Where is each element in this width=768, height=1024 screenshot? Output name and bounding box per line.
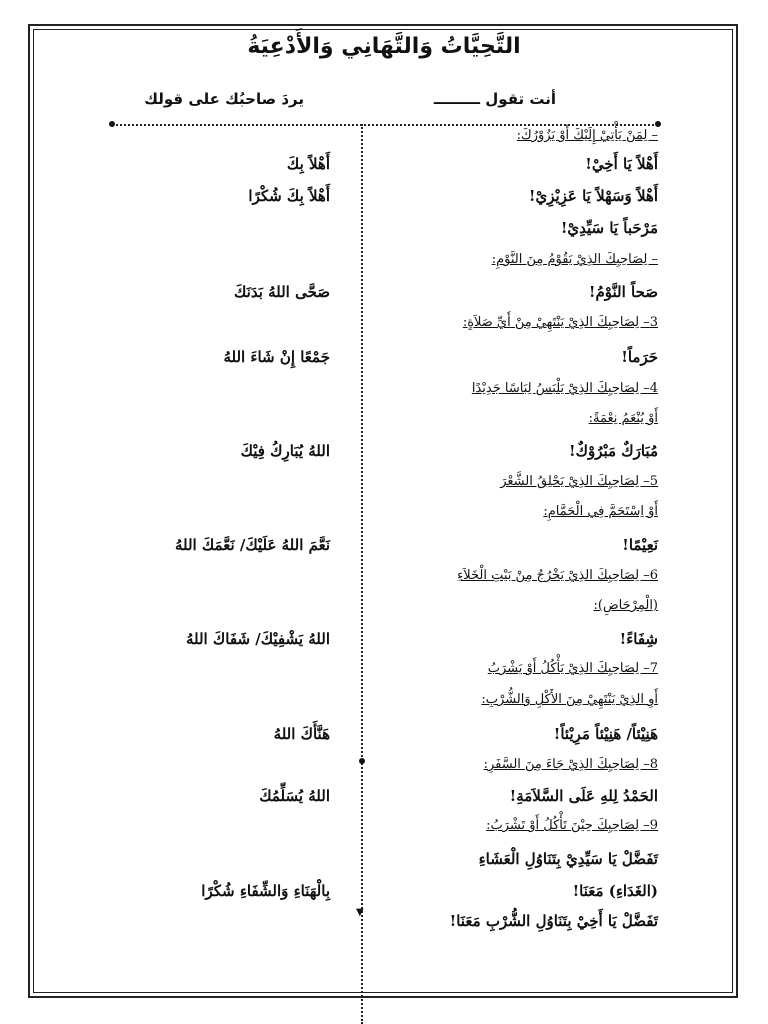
column-divider-dot (359, 758, 365, 764)
situation-text: – لِصَاحِبِكَ الذِيْ يَقُوْمُ مِنَ النَّوْمِ: (491, 252, 658, 267)
greeting-text: مَرْحَباً يَا سَيِّدِيْ! (560, 219, 658, 237)
greeting-text: (الغَدَاءِ) مَعَنَا! (572, 882, 658, 900)
column-divider (361, 124, 363, 1024)
arrow-down-icon: ▼ (356, 907, 364, 918)
situation-text: 4– لِصَاحِبِكَ الذِيْ يَلْبَسُ لِبَاسًا جَدِيْدًا (471, 381, 658, 396)
reply-text: بِالْهَنَاءِ وَالشِّفَاءِ شُكْرًا (201, 882, 330, 900)
reply-text: اللهُ يَشْفِيْكَ/ شَفَاكَ اللهُ (185, 630, 330, 648)
greeting-text: نَعِيْمًا! (622, 536, 658, 554)
greeting-text: تَفَضَّلْ يَا أَخِيْ بِتَنَاوُلِ الشُّرْبِ مَعَنَا! (449, 912, 658, 930)
page-title: التَّحِيَّاتُ وَالتَّهَانِي وَالأَدْعِيَةُ (247, 34, 521, 59)
greeting-text: أَهْلاً يَا أَخِيْ! (585, 155, 658, 173)
greeting-text: تَفَضَّلْ يَا سَيِّدِيْ بِتَنَاوُلِ الْعَشَاءِ (478, 850, 658, 868)
situation-text: أَوْ اِسْتَحَمَّ فِي الْحَمَّامِ: (543, 504, 658, 519)
situation-text: 6– لِصَاحِبِكَ الذِيْ يَخْرُجُ مِنْ بَيْتِ الْخَلاَءِ (457, 568, 658, 583)
column-header-you-say: أنت تقول ـــــــــ (433, 90, 556, 108)
reply-text: أَهْلاً بِكَ شُكْرًا (248, 187, 330, 205)
situation-text: (الْمِرْحَاضِ): (593, 598, 658, 613)
reply-text: أَهْلاً بِكَ (286, 155, 330, 173)
greeting-text: صَحاً النَّوْمُ! (588, 283, 658, 301)
greeting-text: شِفَاءً! (619, 630, 658, 648)
situation-text: أَوِ الذِيْ يَنْتَهِيْ مِنَ الأَكْلِ وَالشُّرْبِ: (481, 692, 658, 707)
divider-endpoint-dot (109, 121, 115, 127)
column-header-friend-replies: يردَ صاحبُك على قولك (144, 90, 304, 108)
reply-text: هَنَّأَكَ اللهُ (273, 725, 330, 743)
divider-endpoint-dot (655, 121, 661, 127)
reply-text: صَحَّى اللهُ بَدَنَكَ (234, 283, 330, 301)
reply-text: نَعَّمَ اللهُ عَلَيْكَ/ نَعَّمَكَ اللهُ (174, 536, 330, 554)
greeting-text: هَنِيْئاً/ هَنِيْئاً مَرِيْئاً! (553, 725, 658, 743)
situation-text: 8– لِصَاحِبِكَ الذِيْ جَاءَ مِنَ السَّفَرِ: (483, 757, 658, 772)
situation-text: أَوْ يُنْعَمُ نِعْمَةً: (588, 411, 658, 426)
situation-text: 5– لِصَاحِبِكَ الذِيْ يَحْلِقُ الشَّعْرَ (500, 474, 658, 489)
greeting-text: أَهْلاً وَسَهْلاً يَا عَزِيْزِيْ! (528, 187, 658, 205)
reply-text: اللهُ يُسَلِّمُكَ (259, 787, 330, 805)
reply-text: اللهُ يُبَارِكُ فِيْكَ (240, 442, 330, 460)
situation-text: 9– لِصَاحِبِكَ حِيْنَ تَأْكُلُ أَوْ تَشْرَبُ: (486, 818, 658, 833)
reply-text: جَمْعًا إِنْ شَاءَ اللهُ (223, 348, 330, 366)
greeting-text: حَرَماً! (621, 348, 658, 366)
situation-text: 3– لِصَاحِبِكَ الذِيْ يَنْتَهِيْ مِنْ أَيِّ صَلاَةٍ: (462, 315, 658, 330)
situation-text: – لِمَنْ يَأْتِيْ إِلَيْكَ أَوْ يَزُوْرُكَ: (516, 128, 658, 143)
header-divider (112, 124, 658, 126)
situation-text: 7– لِصَاحِبِكَ الذِيْ يَأْكُلُ أَوْ يَشْرَبُ (487, 661, 658, 676)
greeting-text: الحَمْدُ لِلهِ عَلَى السَّلاَمَةِ! (509, 787, 658, 805)
greeting-text: مُبَارَكٌ مَبْرُوْكٌ! (569, 442, 658, 460)
